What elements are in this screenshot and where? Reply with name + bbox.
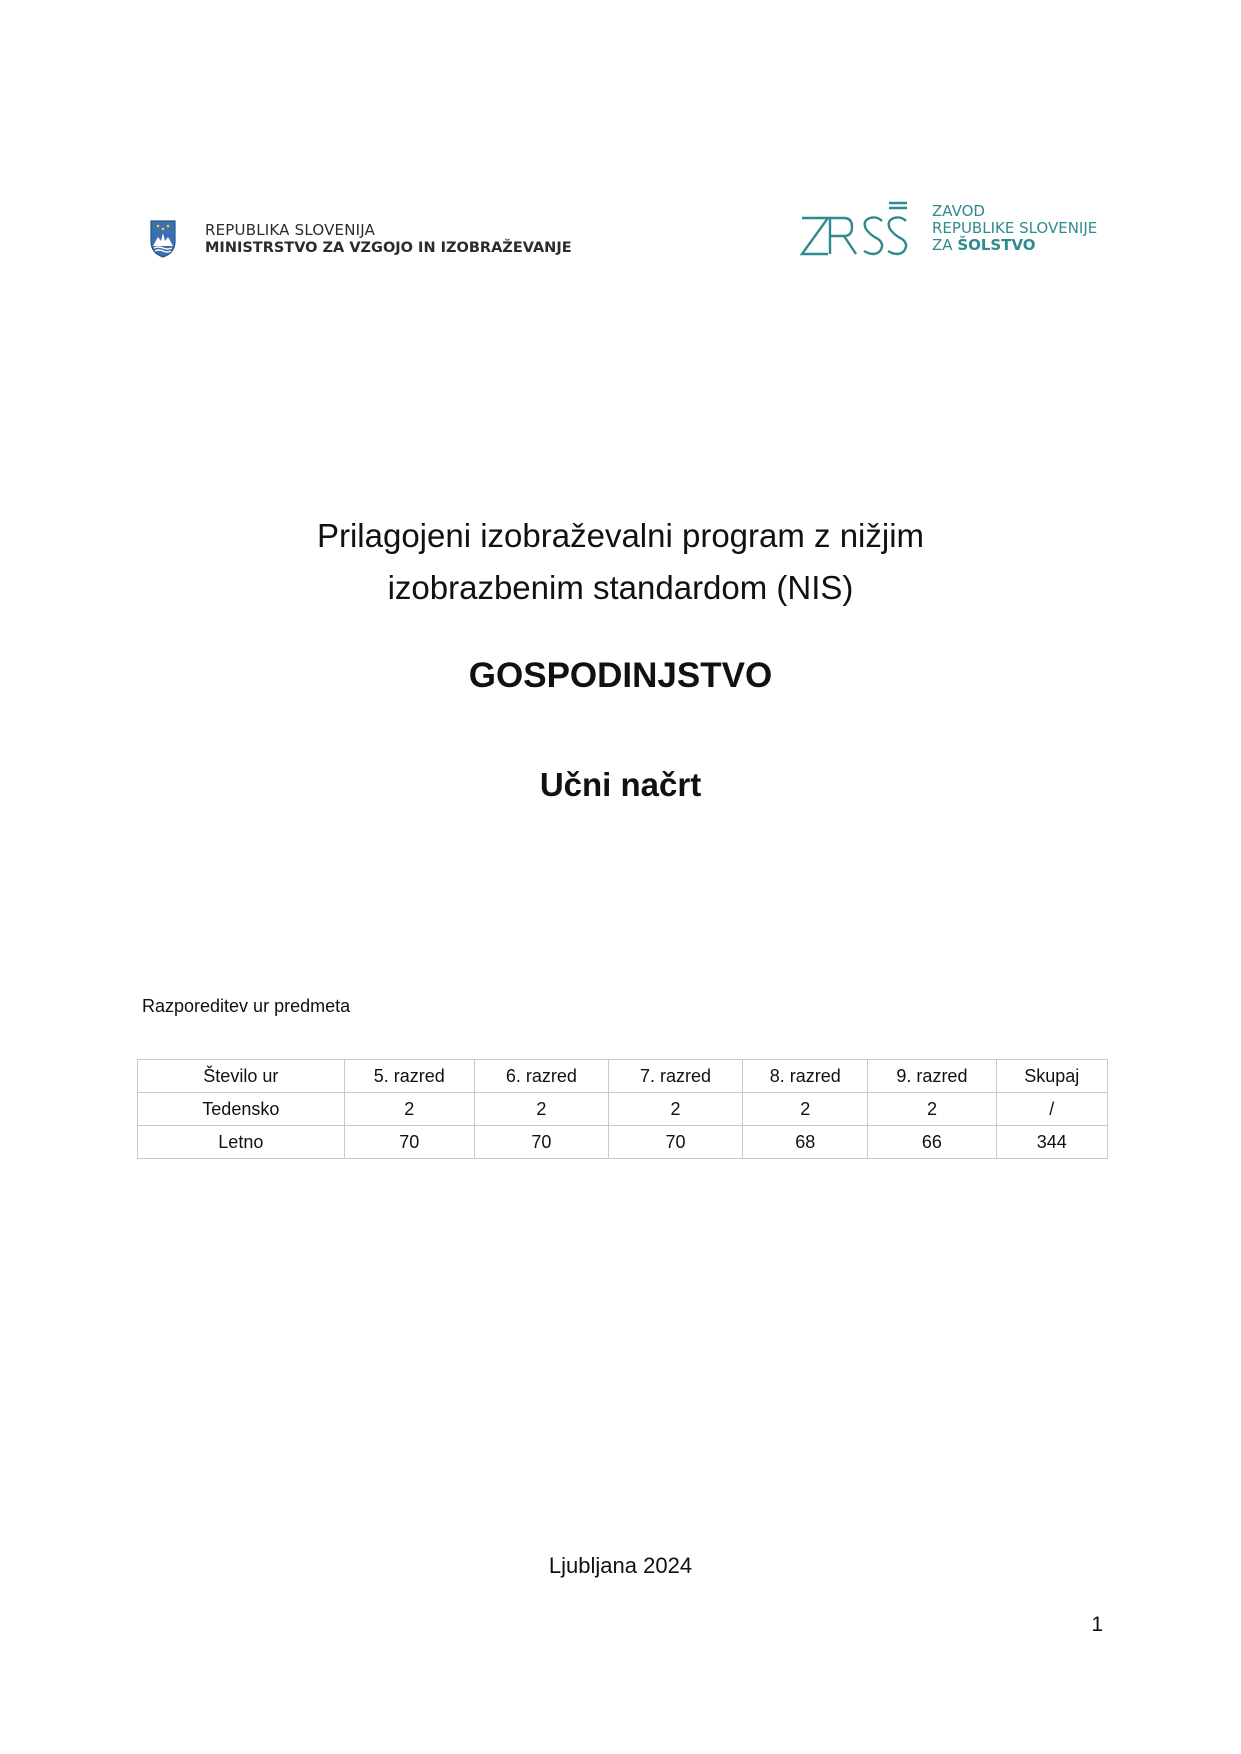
institute-line2: REPUBLIKE SLOVENIJE <box>932 218 1098 237</box>
institute-logo <box>800 196 1097 260</box>
table-cell: 66 <box>868 1126 996 1159</box>
table-header-cell: 6. razred <box>474 1060 608 1093</box>
table-cell: 70 <box>474 1126 608 1159</box>
slovenia-coat-of-arms-icon <box>148 219 178 259</box>
table-header-cell: 7. razred <box>608 1060 742 1093</box>
table-cell: 2 <box>608 1093 742 1126</box>
table-cell: 2 <box>474 1093 608 1126</box>
subject-title: GOSPODINJSTVO <box>468 656 773 695</box>
ministry-title: MINISTRSTVO ZA VZGOJO IN IZOBRAŽEVANJE <box>205 240 572 256</box>
ministry-country: REPUBLIKA SLOVENIJA <box>205 221 376 239</box>
table-row <box>138 1126 1108 1159</box>
hours-table <box>137 1059 1108 1159</box>
institute-line3 <box>932 237 1097 254</box>
table-caption: Razporeditev ur predmeta <box>142 996 351 1016</box>
institute-line3-bold: ŠOLSTVO <box>957 235 1036 254</box>
institute-line3-prefix: ZA <box>932 235 958 254</box>
table-header-cell: 9. razred <box>868 1060 996 1093</box>
ministry-logo <box>148 218 572 260</box>
table-cell: 2 <box>344 1093 474 1126</box>
place-and-year: Ljubljana 2024 <box>548 1553 693 1578</box>
institute-name <box>932 203 1097 254</box>
table-cell: Letno <box>138 1126 345 1159</box>
table-cell: 70 <box>344 1126 474 1159</box>
zrss-logo-icon <box>800 196 910 260</box>
table-cell: 2 <box>743 1093 868 1126</box>
table-header-cell: 8. razred <box>743 1060 868 1093</box>
table-header-cell: Skupaj <box>996 1060 1107 1093</box>
program-title-line1: Prilagojeni izobraževalni program z nižjim <box>316 517 925 554</box>
table-header-cell: Število ur <box>138 1060 345 1093</box>
table-row <box>138 1093 1108 1126</box>
table-cell: 68 <box>743 1126 868 1159</box>
table-header-row <box>138 1060 1108 1093</box>
page-number: 1 <box>1091 1613 1103 1636</box>
program-title-line2: izobrazbenim standardom (NIS) <box>387 569 854 606</box>
table-cell: 2 <box>868 1093 996 1126</box>
document-kind: Učni načrt <box>539 766 702 803</box>
ministry-name <box>205 221 572 257</box>
table-cell: 344 <box>996 1126 1107 1159</box>
table-header-cell: 5. razred <box>344 1060 474 1093</box>
table-cell: / <box>996 1093 1107 1126</box>
program-title <box>0 510 1241 614</box>
table-cell: Tedensko <box>138 1093 345 1126</box>
institute-line1: ZAVOD <box>932 201 985 220</box>
table-cell: 70 <box>608 1126 742 1159</box>
